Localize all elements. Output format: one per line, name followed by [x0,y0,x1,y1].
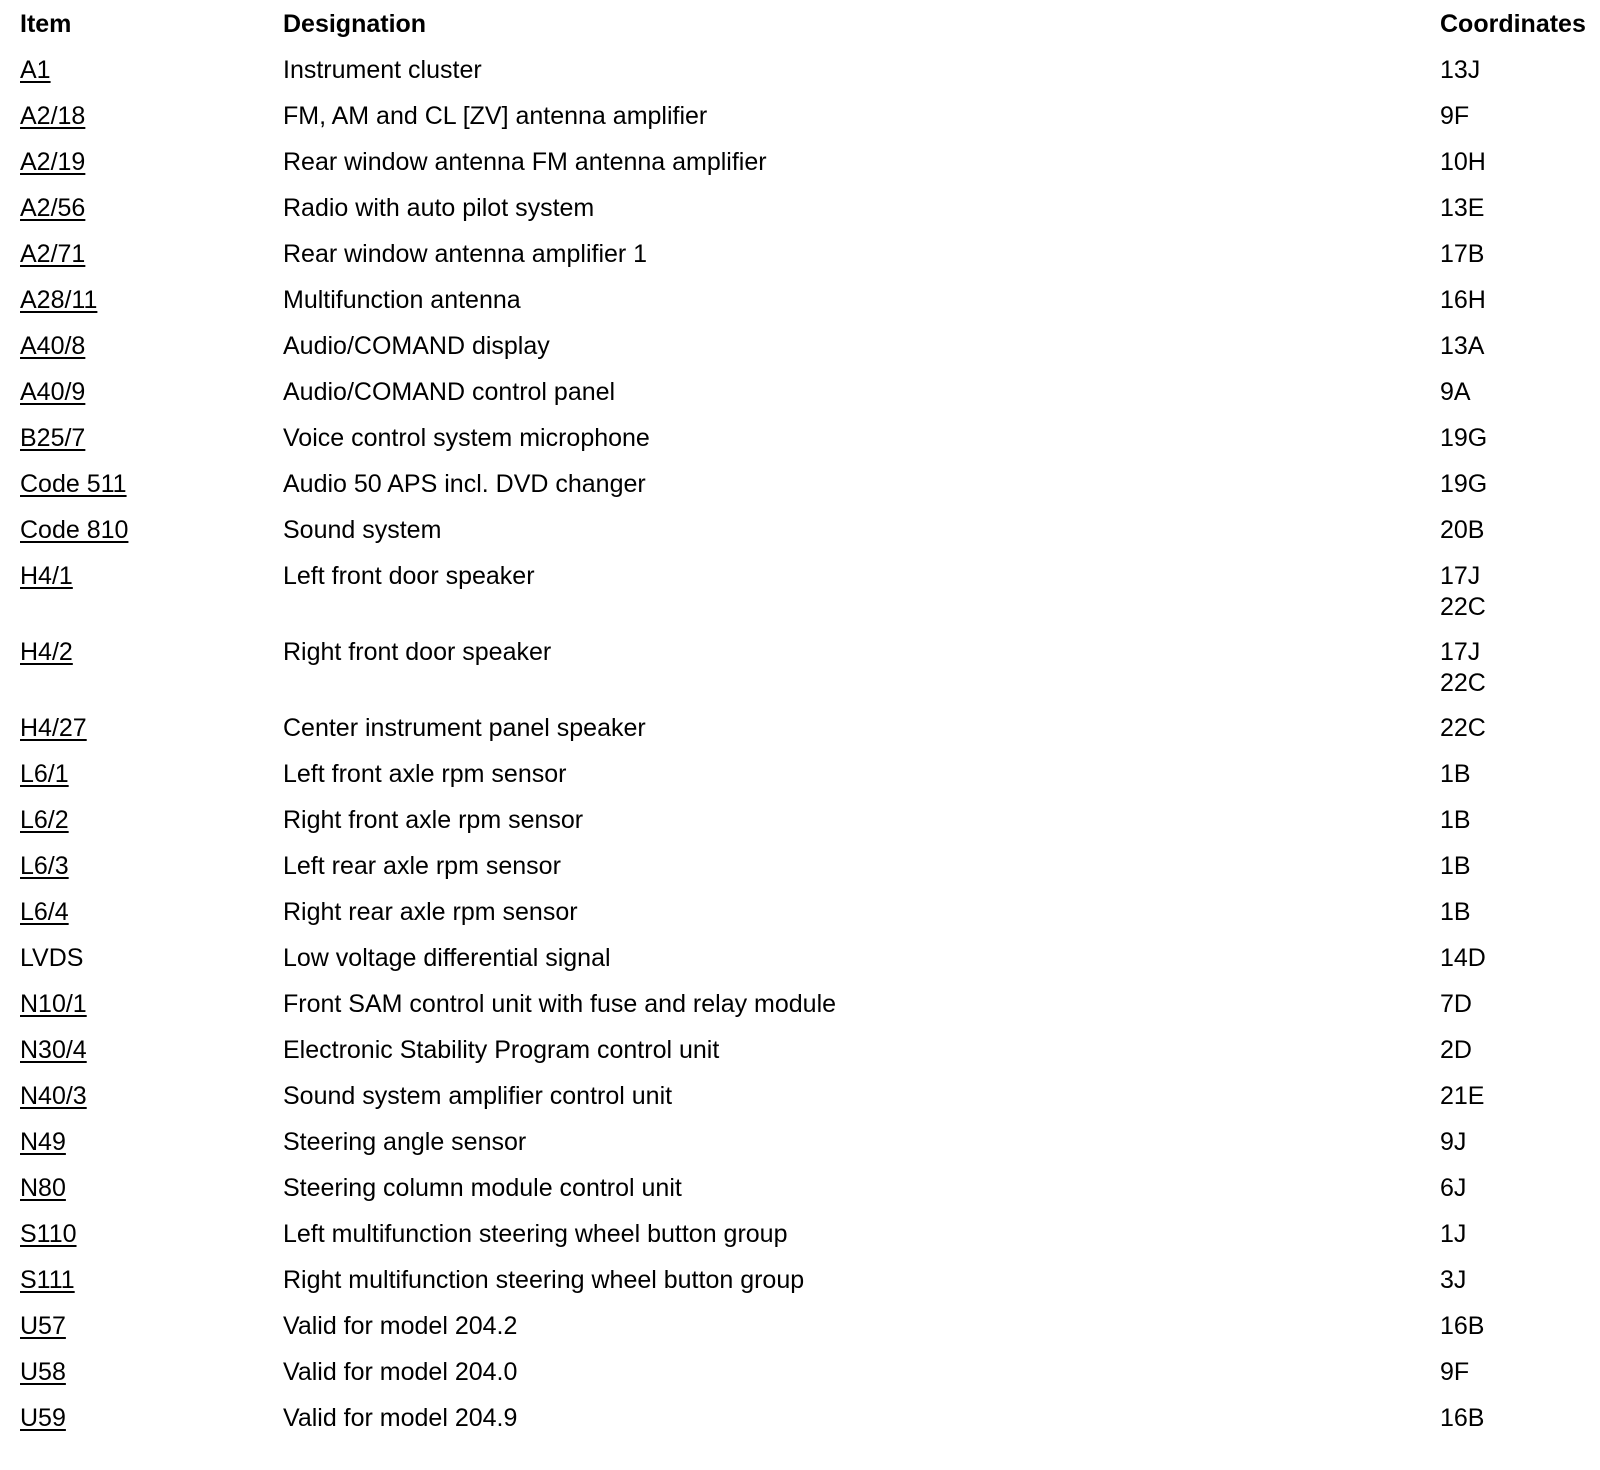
item-cell [20,193,283,224]
item-cell [20,897,283,928]
table-row [20,374,1595,420]
item-cell [20,331,283,362]
item-cell [20,1265,283,1296]
item-cell [20,239,283,270]
designation-cell: Rear window antenna amplifier 1 [283,240,648,268]
coordinate-value: 19G [1440,424,1488,452]
item-link[interactable]: U57 [20,1312,66,1340]
table-row [20,1308,1595,1354]
item-link[interactable]: N10/1 [20,990,87,1018]
coordinates-cell [1440,989,1595,1020]
component-legend-table [20,6,1595,1446]
designation-cell: Right front axle rpm sensor [283,806,584,834]
designation-cell: Valid for model 204.9 [283,1404,518,1432]
coordinate-value: 9J [1440,1128,1467,1156]
coordinates-cell [1440,759,1595,790]
coordinate-value: 9F [1440,102,1470,130]
coordinate-value: 13E [1440,194,1485,222]
item-link[interactable]: Code 810 [20,516,129,544]
item-cell [20,1127,283,1158]
item-cell [20,469,283,500]
item-cell [20,423,283,454]
coordinates-cell [1440,147,1595,178]
coordinate-value: 20B [1440,516,1485,544]
item-link[interactable]: A40/8 [20,332,86,360]
item-cell [20,377,283,408]
coordinates-cell [1440,285,1595,316]
coordinate-value: 17B [1440,240,1485,268]
table-row [20,1078,1595,1124]
designation-cell: Valid for model 204.2 [283,1312,518,1340]
item-link[interactable]: U59 [20,1404,66,1432]
table-row [20,1262,1595,1308]
coordinates-cell [1440,423,1595,454]
item-link[interactable]: B25/7 [20,424,86,452]
item-link[interactable]: U58 [20,1358,66,1386]
coordinates-cell [1440,193,1595,224]
coordinates-cell [1440,897,1595,928]
coordinates-cell [1440,1127,1595,1158]
designation-cell: Right rear axle rpm sensor [283,898,578,926]
table-row [20,512,1595,558]
designation-cell: Instrument cluster [283,56,482,84]
coordinate-value: 10H [1440,148,1486,176]
item-link[interactable]: S111 [20,1266,75,1294]
designation-cell: Multifunction antenna [283,286,521,314]
table-row [20,466,1595,512]
table-row [20,940,1595,986]
item-link[interactable]: A2/19 [20,148,86,176]
item-cell [20,637,283,668]
item-link[interactable]: H4/1 [20,562,73,590]
designation-cell: Left multifunction steering wheel button group [283,1220,788,1248]
item-link[interactable]: A1 [20,56,51,84]
designation-cell: Center instrument panel speaker [283,714,646,742]
item-cell [20,147,283,178]
item-link[interactable]: L6/3 [20,852,69,880]
designation-cell: Left front axle rpm sensor [283,760,567,788]
table-row [20,282,1595,328]
table-row [20,52,1595,98]
coordinate-value: 21E [1440,1082,1485,1110]
coordinates-cell [1440,805,1595,836]
coordinates-cell [1440,1219,1595,1250]
table-row [20,1354,1595,1400]
item-cell [20,805,283,836]
coordinate-value: 6J [1440,1174,1467,1202]
item-cell [20,759,283,790]
item-link[interactable]: Code 511 [20,470,127,498]
table-row [20,558,1595,634]
item-cell [20,285,283,316]
item-link[interactable]: A28/11 [20,286,98,314]
designation-cell: Front SAM control unit with fuse and relay module [283,990,837,1018]
designation-cell: Valid for model 204.0 [283,1358,518,1386]
table-row [20,236,1595,282]
coordinates-cell [1440,637,1595,699]
designation-cell: Steering angle sensor [283,1128,527,1156]
coordinate-value: 16B [1440,1404,1485,1432]
coordinate-value: 13A [1440,332,1485,360]
designation-cell: Left front door speaker [283,562,535,590]
coordinate-value: 22C [1440,714,1486,742]
coordinate-value: 7D [1440,990,1472,1018]
item-cell [20,1081,283,1112]
item-cell [20,55,283,86]
item-cell [20,1173,283,1204]
coordinates-cell [1440,377,1595,408]
table-row [20,710,1595,756]
table-row [20,894,1595,940]
item-link[interactable]: A2/18 [20,102,86,130]
item-link[interactable]: A40/9 [20,378,86,406]
item-cell [20,943,283,974]
designation-cell: Steering column module control unit [283,1174,682,1202]
coordinates-cell [1440,1357,1595,1388]
item-link[interactable]: L6/4 [20,898,69,926]
item-link[interactable]: S110 [20,1220,77,1248]
table-row [20,420,1595,466]
designation-cell: Voice control system microphone [283,424,650,452]
designation-cell: Left rear axle rpm sensor [283,852,561,880]
designation-cell: Audio/COMAND control panel [283,378,616,406]
item-label: LVDS [20,944,84,972]
item-link[interactable]: L6/1 [20,760,69,788]
coordinates-cell [1440,469,1595,500]
coordinate-value: 1B [1440,806,1471,834]
table-header [20,6,1595,52]
table-row [20,756,1595,802]
coordinate-value: 17J [1440,638,1481,666]
coordinates-cell [1440,55,1595,86]
item-cell [20,561,283,592]
item-link[interactable]: L6/2 [20,806,69,834]
designation-cell: Sound system [283,516,442,544]
item-cell [20,851,283,882]
table-row [20,802,1595,848]
coordinates-cell [1440,239,1595,270]
coordinate-value: 13J [1440,56,1481,84]
designation-cell: Rear window antenna FM antenna amplifier [283,148,767,176]
designation-cell: Audio/COMAND display [283,332,550,360]
coordinates-cell [1440,331,1595,362]
coordinate-value: 1B [1440,898,1471,926]
item-cell [20,101,283,132]
coordinate-value: 19G [1440,470,1488,498]
designation-cell: Right front door speaker [283,638,552,666]
designation-cell: Radio with auto pilot system [283,194,595,222]
item-cell [20,1357,283,1388]
coordinates-cell [1440,101,1595,132]
table-row [20,1124,1595,1170]
header-designation: Designation [283,10,427,38]
coordinate-value: 22C [1440,669,1486,697]
table-row [20,986,1595,1032]
item-cell [20,515,283,546]
table-row [20,190,1595,236]
table-row [20,848,1595,894]
coordinate-value: 2D [1440,1036,1472,1064]
coordinate-value: 14D [1440,944,1486,972]
coordinate-value: 22C [1440,593,1486,621]
designation-cell: Right multifunction steering wheel button group [283,1266,805,1294]
coordinate-value: 9A [1440,378,1471,406]
item-cell [20,1219,283,1250]
coordinates-cell [1440,851,1595,882]
table-row [20,1032,1595,1078]
table-row [20,1216,1595,1262]
coordinate-value: 3J [1440,1266,1467,1294]
item-cell [20,1403,283,1434]
designation-cell: Sound system amplifier control unit [283,1082,673,1110]
table-row [20,144,1595,190]
designation-cell: Low voltage differential signal [283,944,611,972]
coordinates-cell [1440,1311,1595,1342]
table-row [20,634,1595,710]
table-row [20,1400,1595,1446]
coordinate-value: 1B [1440,852,1471,880]
coordinate-value: 16H [1440,286,1486,314]
header-item: Item [20,10,72,38]
item-link[interactable]: N40/3 [20,1082,87,1110]
item-link[interactable]: N30/4 [20,1036,87,1064]
coordinates-cell [1440,1265,1595,1296]
coordinate-value: 1B [1440,760,1471,788]
table-row [20,328,1595,374]
coordinates-cell [1440,943,1595,974]
header-coordinates: Coordinates [1440,10,1586,38]
designation-cell: Audio 50 APS incl. DVD changer [283,470,646,498]
coordinates-cell [1440,1081,1595,1112]
designation-cell: FM, AM and CL [ZV] antenna amplifier [283,102,708,130]
item-cell [20,713,283,744]
table-row [20,1170,1595,1216]
table-row [20,98,1595,144]
coordinate-value: 9F [1440,1358,1470,1386]
coordinate-value: 1J [1440,1220,1467,1248]
designation-cell: Electronic Stability Program control unit [283,1036,720,1064]
coordinate-value: 16B [1440,1312,1485,1340]
item-link[interactable]: H4/27 [20,714,87,742]
item-link[interactable]: H4/2 [20,638,73,666]
item-cell [20,989,283,1020]
item-link[interactable]: N80 [20,1174,66,1202]
item-link[interactable]: A2/56 [20,194,86,222]
coordinates-cell [1440,1403,1595,1434]
item-link[interactable]: A2/71 [20,240,86,268]
table-body [20,52,1595,1446]
coordinates-cell [1440,515,1595,546]
coordinate-value: 17J [1440,562,1481,590]
item-cell [20,1311,283,1342]
coordinates-cell [1440,1035,1595,1066]
coordinates-cell [1440,561,1595,623]
item-link[interactable]: N49 [20,1128,66,1156]
item-cell [20,1035,283,1066]
coordinates-cell [1440,1173,1595,1204]
coordinates-cell [1440,713,1595,744]
